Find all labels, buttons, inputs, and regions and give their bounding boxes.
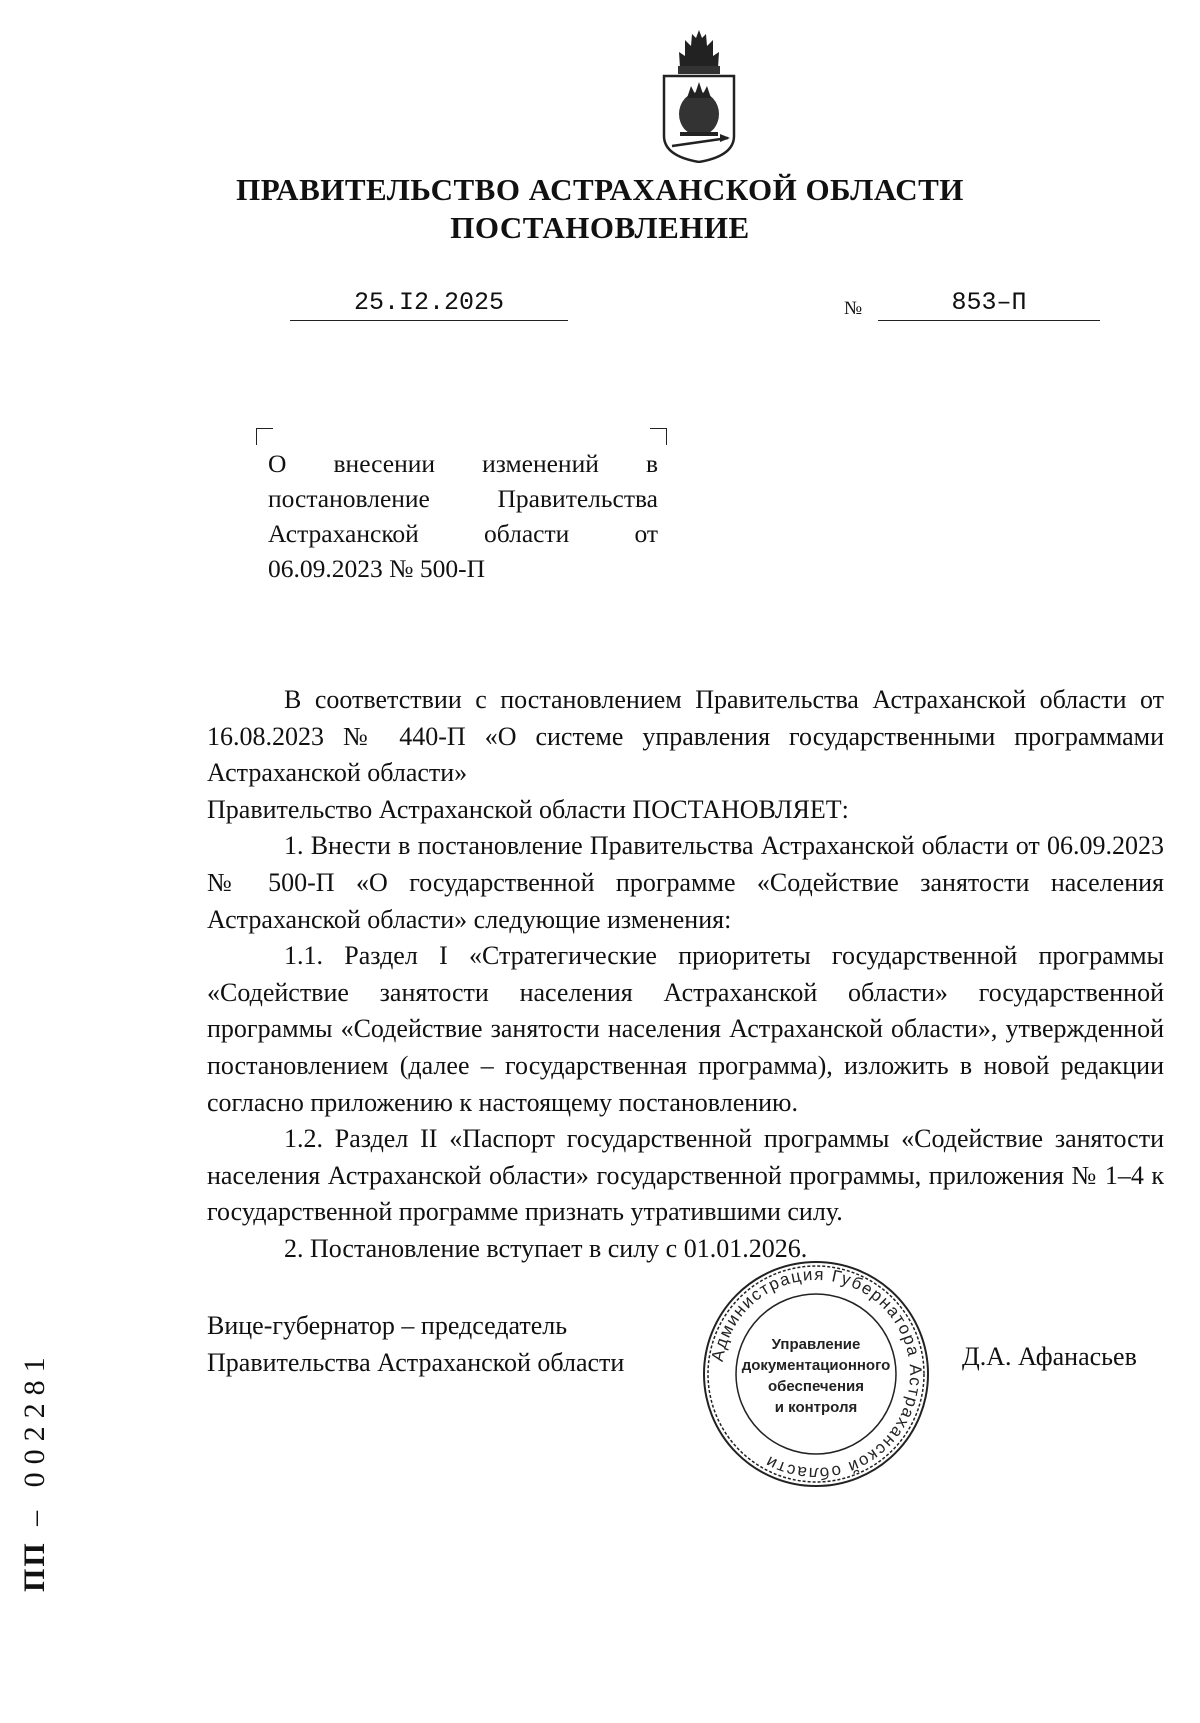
coat-of-arms-icon	[658, 28, 740, 163]
document-body	[207, 682, 1164, 1268]
organization-title: ПРАВИТЕЛЬСТВО АСТРАХАНСКОЙ ОБЛАСТИ	[236, 172, 964, 207]
resolves-paragraph: Правительство Астраханской области ПОСТАНОВЛЯЕТ:	[207, 794, 849, 824]
stamp-center-line-4: и контроля	[774, 1399, 858, 1416]
stamp-center-line-2: документационного	[741, 1357, 891, 1374]
document-number: 853–П	[951, 288, 1027, 317]
preamble-paragraph: В соответствии с постановлением Правительства Астраханской области от 16.08.2023 № 440-П «О системе управления государственными программами Астраханской области»	[207, 685, 1164, 788]
signer-position-line-1: Вице-губернатор – председатель	[207, 1311, 568, 1340]
subject-corner-mark-right	[650, 428, 667, 445]
side-code-number: – 002281	[18, 1349, 51, 1542]
side-code-prefix: ПП	[18, 1541, 51, 1592]
stamp-ring-text: Администрация Губернатора Астраханской области	[707, 1264, 926, 1484]
item-1-paragraph: 1. Внести в постановление Правительства Астраханской области от 06.09.2023 № 500-П «О государственной программе «Содействие занятости населения Астраханской области» следующие изменения:	[207, 831, 1164, 934]
item-1-2-paragraph: 1.2. Раздел II «Паспорт государственной программы «Содействие занятости населения Астраханской области» государственной программы, приложения № 1–4 к государственной программе признать утратившими силу.	[207, 1124, 1164, 1227]
subject-corner-mark-left	[256, 428, 273, 445]
signer-position-line-2: Правительства Астраханской области	[207, 1347, 625, 1377]
document-subject: О внесении изменений в постановление Правительства Астраханской области от 06.09.2023 № 500-П	[268, 449, 658, 583]
date-underline	[290, 320, 568, 321]
official-stamp	[700, 1258, 932, 1490]
document-date: 25.I2.2025	[353, 288, 505, 317]
signer-name: Д.А. Афанасьев	[962, 1342, 1137, 1371]
item-1-1-paragraph: 1.1. Раздел I «Стратегические приоритеты государственной программы «Содействие занятости населения Астраханской области» государственной программы «Содействие занятости населения Астраханской области», утвержденной постановлением (далее – государственная программа), изложить в новой редакции согласно приложению к настоящему постановлению.	[207, 941, 1164, 1117]
number-sign: №	[844, 298, 863, 319]
item-2-paragraph: 2. Постановление вступает в силу с 01.01.2026.	[284, 1233, 808, 1263]
stamp-center-line-1: Управление	[771, 1336, 861, 1353]
side-registration-code	[18, 1349, 58, 1592]
document-type: ПОСТАНОВЛЕНИЕ	[450, 210, 750, 245]
stamp-center-line-3: обеспечения	[767, 1378, 865, 1395]
svg-text:Администрация Губернатора Астр	[708, 1265, 925, 1483]
signer-position	[207, 1308, 624, 1381]
number-underline	[878, 320, 1100, 321]
